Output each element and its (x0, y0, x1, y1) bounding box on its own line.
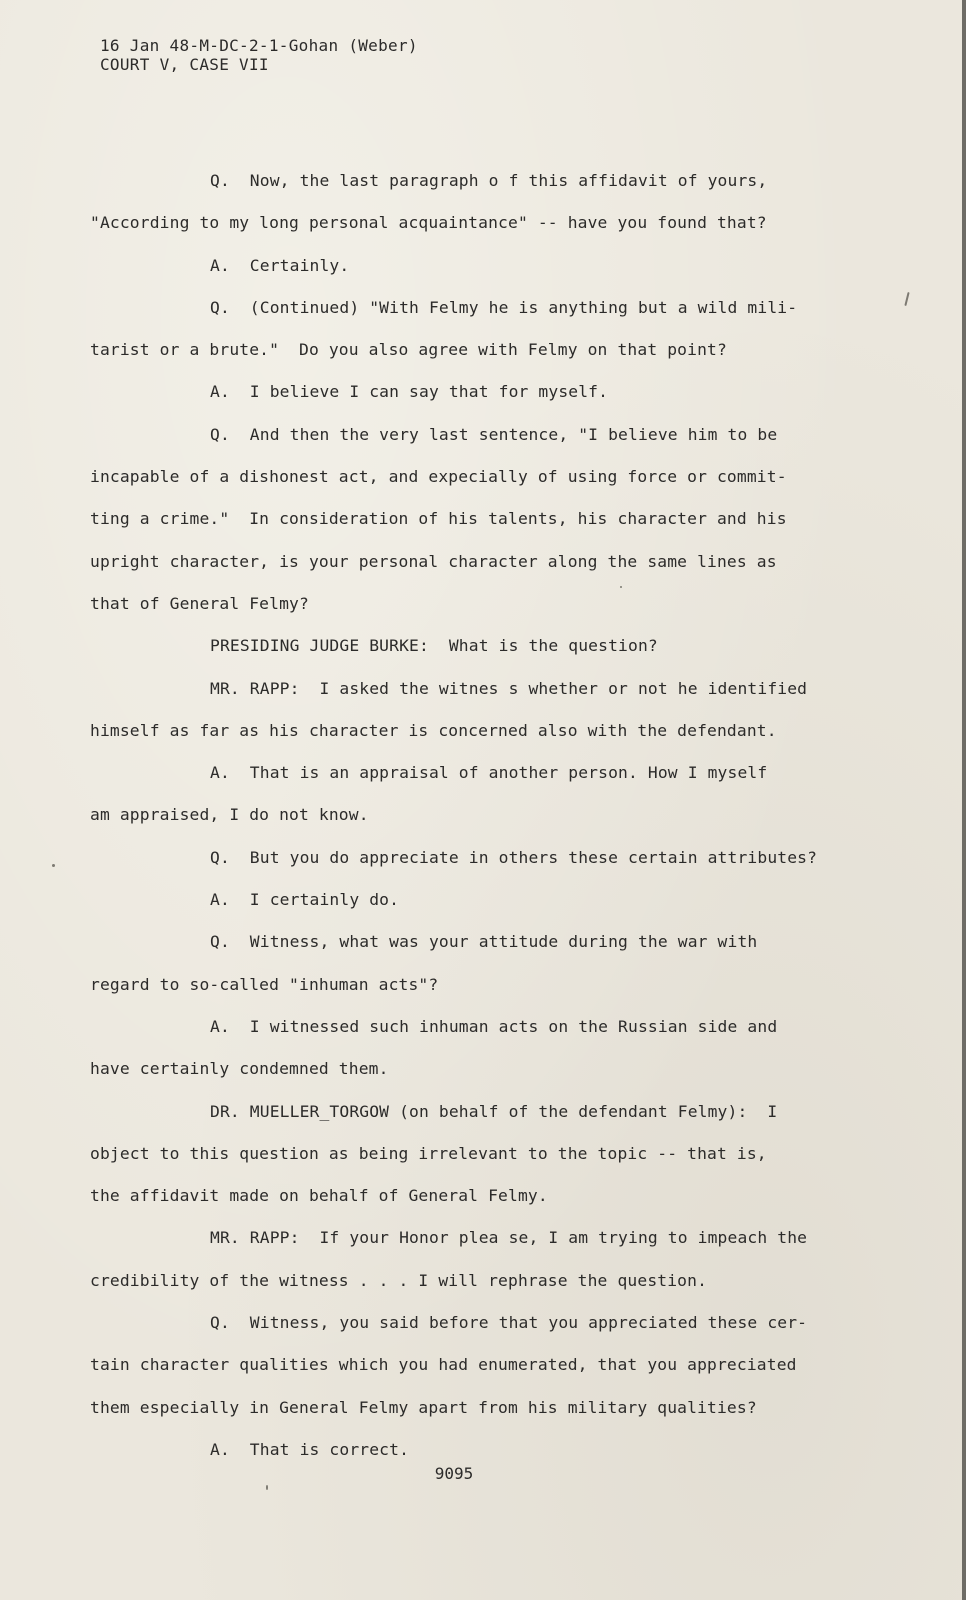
paper-speck (266, 1485, 268, 1490)
transcript-line: upright character, is your personal character along the same lines as (90, 551, 777, 571)
transcript-line: regard to so-called "inhuman acts"? (90, 974, 439, 994)
transcript-line: A. I believe I can say that for myself. (210, 382, 609, 402)
transcript-line: Q. Witness, you said before that you appreciated these cer- (210, 1313, 808, 1333)
transcript-body (90, 160, 850, 1471)
header-line-1: 16 Jan 48-M-DC-2-1-Gohan (Weber) (100, 36, 418, 55)
transcript-line: A. I certainly do. (210, 890, 400, 910)
transcript-line: them especially in General Felmy apart from his military qualities? (90, 1397, 757, 1417)
transcript-line: Q. (Continued) "With Felmy he is anything but a wild mili- (210, 297, 798, 317)
transcript-line: Q. Now, the last paragraph o f this affidavit of yours, (210, 171, 768, 190)
transcript-line: Q. But you do appreciate in others these certain attributes? (210, 847, 818, 867)
transcript-line: Q. Witness, what was your attitude during the war with (210, 932, 758, 952)
transcript-line: DR. MUELLER_TORGOW (on behalf of the defendant Felmy): I (210, 1101, 778, 1121)
transcript-line: tain character qualities which you had enumerated, that you appreciated (90, 1355, 797, 1375)
page-number (0, 1464, 962, 1483)
transcript-line: A. I witnessed such inhuman acts on the Russian side and (210, 1016, 778, 1036)
transcript-line: himself as far as his character is concerned also with the defendant. (90, 720, 777, 740)
transcript-line: Q. And then the very last sentence, "I believe him to be (210, 424, 778, 444)
transcript-line: A. That is correct. (210, 1439, 410, 1459)
document-header (100, 36, 418, 74)
transcript-line: credibility of the witness . . . I will rephrase the question. (90, 1270, 708, 1290)
transcript-line: ting a crime." In consideration of his talents, his character and his (90, 509, 787, 529)
transcript-line: MR. RAPP: If your Honor plea se, I am trying to impeach the (210, 1228, 808, 1248)
paper-speck (52, 864, 55, 867)
transcript-line: A. Certainly. (210, 255, 350, 275)
transcript-line: that of General Felmy? (90, 593, 309, 613)
transcript-line: incapable of a dishonest act, and expecially of using force or commit- (90, 467, 787, 487)
transcript-line: tarist or a brute." Do you also agree with Felmy on that point? (90, 340, 727, 360)
paper-speck (620, 586, 622, 588)
transcript-line: A. That is an appraisal of another person. How I myself (210, 763, 768, 783)
page-number-text: 9095 (434, 1464, 474, 1483)
page-edge (962, 0, 966, 1600)
paper-speck (904, 292, 909, 306)
transcript-line: have certainly condemned them. (90, 1059, 389, 1079)
transcript-line: am appraised, I do not know. (90, 805, 369, 825)
transcript-line: "According to my long personal acquaintance" -- have you found that? (90, 213, 767, 233)
transcript-line: MR. RAPP: I asked the witnes s whether or not he identified (210, 678, 808, 698)
transcript-line: object to this question as being irrelevant to the topic -- that is, (90, 1143, 767, 1163)
header-line-2: COURT V, CASE VII (100, 55, 269, 74)
transcript-line: PRESIDING JUDGE BURKE: What is the question? (210, 636, 658, 656)
transcript-line: the affidavit made on behalf of General Felmy. (90, 1186, 548, 1206)
